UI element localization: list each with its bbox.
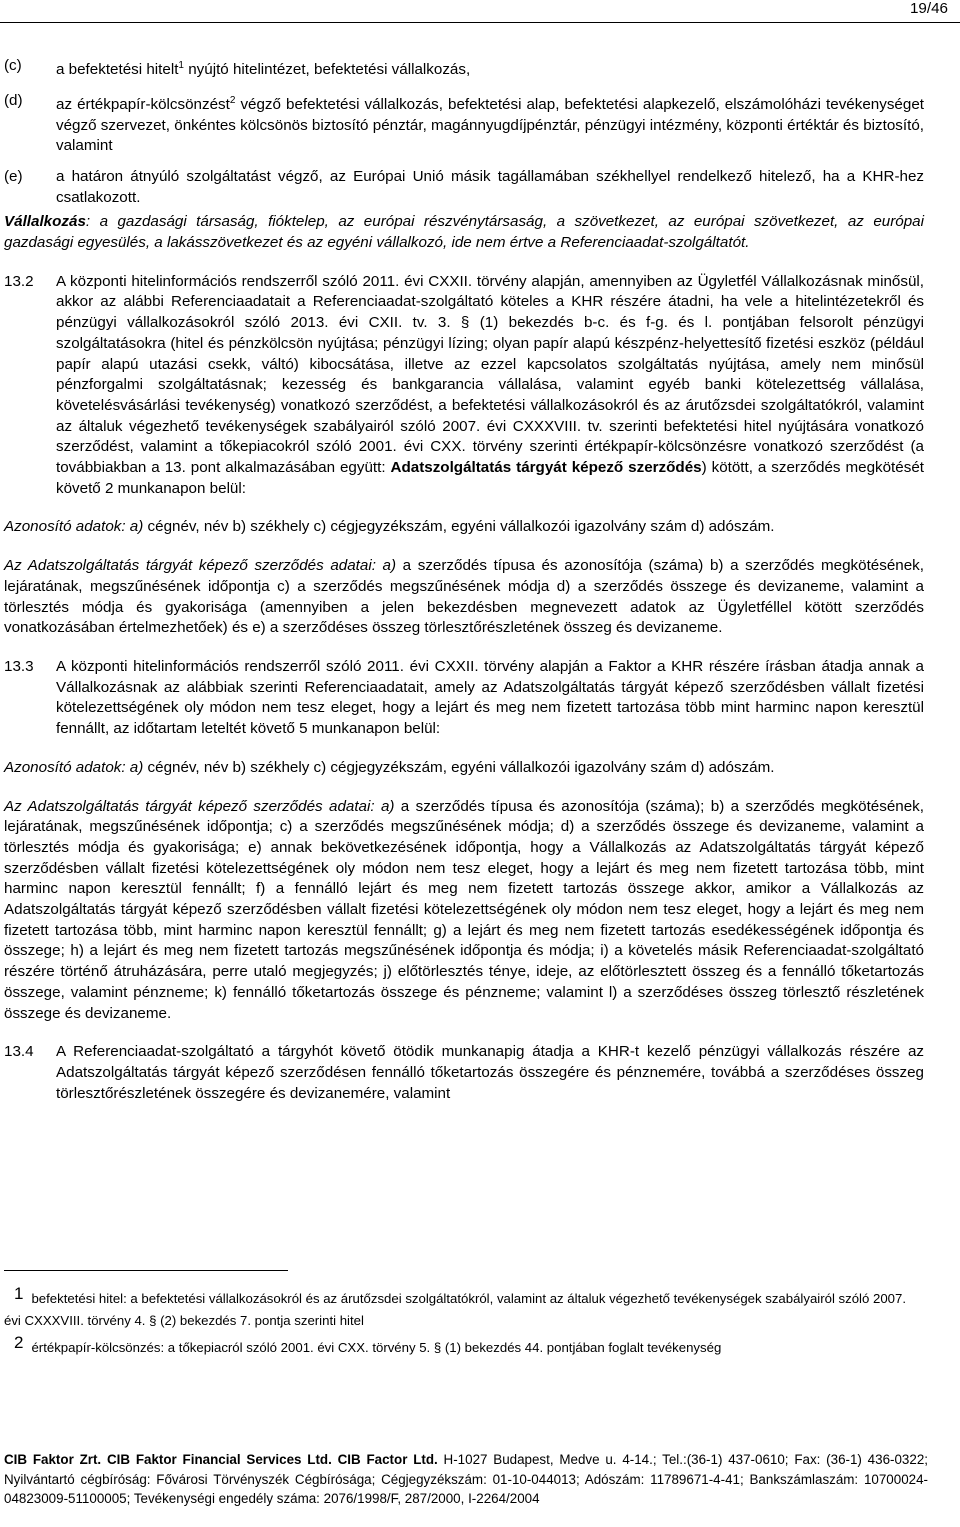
footnote-rule — [4, 1270, 288, 1271]
document-body — [4, 56, 924, 1104]
contract-label: Az Adatszolgáltatás tárgyát képező szerződés adatai: a) — [4, 557, 397, 575]
list-label: (c) — [4, 57, 22, 74]
page-number: 19/46 — [909, 0, 948, 17]
page-footer — [4, 1450, 928, 1509]
contract-text: a szerződés típusa és azonosítója (száma) b) a szerződés megkötésének, lejáratának, megszűnésének időpontja c) a szerződés megszűnésének módja d) a szerződés összege és devizaneme, valamint a törlesztés módja és gyakorisága (amennyiben a jelen bekezdésben megnevezett adatok az Ügyletféllel kötött szerződés vonatkozásában értelmezhetőek) és e) a szerződéses összeg törlesztőrészletének összeg és devizaneme. — [4, 557, 924, 637]
list-label: (e) — [4, 167, 23, 185]
footnotes — [4, 1283, 924, 1359]
section-text-cont: ) kötött, a szerződés megkötését követő 2 munkanapon belül: — [56, 459, 924, 497]
contract-label: Az Adatszolgáltatás tárgyát képező szerződés adatai: a) — [4, 797, 395, 815]
contract-data — [4, 797, 924, 1025]
footnote-text: befektetési hitel: a befektetési vállalkozásokról és az árutőzsdei szolgáltatókról, valamint az általuk végezhető tevékenységek szabályairól szóló 2007. évi CXXXVIII. törvény 4. § (2) bekezdés 7. pontja szerinti hitel — [4, 1291, 906, 1328]
identification-data — [4, 758, 924, 779]
list-item-d — [4, 91, 924, 157]
section-13-2 — [4, 272, 924, 500]
id-text: cégnév, név b) székhely c) cégjegyzékszám, egyéni vállalkozói igazolvány szám d) adószám. — [143, 518, 775, 536]
footnote-mark: 2 — [14, 1333, 24, 1352]
id-label: Azonosító adatok: a) — [4, 758, 144, 776]
bold-term: Adatszolgáltatás tárgyát képező szerződés — [390, 459, 702, 477]
list-text: a határon átnyúló szolgáltatást végző, az Európai Unió másik tagállamában székhellyel rendelkező hitelező, ha a KHR-hez csatlakozott. — [56, 167, 924, 206]
definition-term: Vállalkozás — [4, 213, 86, 231]
list-label: (d) — [4, 91, 23, 109]
footnote-text: értékpapír-kölcsönzés: a tőkepiacról szóló 2001. évi CXX. törvény 5. § (1) bekezdés 44. pontjában foglalt tevékenység — [31, 1340, 722, 1355]
footnote-ref-1: 1 — [178, 60, 184, 71]
contract-data — [4, 556, 924, 639]
section-number: 13.2 — [4, 272, 34, 290]
section-number: 13.3 — [4, 658, 34, 675]
id-label: Azonosító adatok: a) — [4, 518, 144, 536]
definition-paragraph — [4, 212, 924, 253]
footnote-2 — [4, 1332, 924, 1359]
header-rule — [0, 22, 960, 23]
list-text: az értékpapír-kölcsönzést — [56, 95, 230, 113]
list-item-e — [4, 167, 924, 208]
section-text: A központi hitelinformációs rendszerről szóló 2011. évi CXXII. törvény alapján a Faktor a KHR részére írásban átadja annak a Vállalkozásnak az alábbiak szerinti Referenciaadatait, amely az Adatszolgáltatás tárgyát képező szerződésben vállalt fizetési kötelezettségének oly módon nem tesz eleget, hogy a lejárt és meg nem fizetett tartozása több mint harminc napon keresztül fennállt, az időtartam leteltét követő 5 munkanapon belül: — [56, 658, 924, 738]
section-number: 13.4 — [4, 1043, 34, 1061]
section-text: A Referenciaadat-szolgáltató a tárgyhót követő ötödik munkanapig átadja a KHR-t kezelő pénzügyi vállalkozás részére az Adatszolgáltatás tárgyát képező szerződésen fennálló tőketartozás összegére és pénznemére, továbbá a szerződéses összeg törlesztőrészletének összegére és devizanemére, valamint — [56, 1043, 924, 1102]
list-item-c — [4, 56, 924, 81]
footer-company: CIB Faktor Zrt. CIB Faktor Financial Services Ltd. CIB Factor Ltd. — [4, 1452, 438, 1467]
list-text: a befektetési hitelt — [56, 61, 179, 79]
section-13-3 — [4, 657, 924, 740]
list-text-cont: végző befektetési vállalkozás, befektetési alap, befektetési alapkezelő, elszámolóházi tevékenységet végző szervezet, önkéntes kölcsönös biztosító pénztár, magánnyugdíjpénztár, pénzügyi intézmény, központi értéktár és biztosító, valamint — [56, 95, 924, 155]
footnote-ref-2: 2 — [229, 94, 236, 106]
definition-text: : a gazdasági társaság, fióktelep, az európai részvénytársaság, a szövetkezet, az európai szövetkezet, az európai gazdasági egyesülés, a lakásszövetkezet és az egyéni vállalkozó, ide nem értve a Referenciaadat-szolgáltatót. — [4, 213, 924, 252]
footnote-1 — [4, 1283, 924, 1332]
footer-details: H-1027 Budapest, Medve u. 4-14.; Tel.:(36-1) 437-0610; Fax: (36-1) 436-0322; Nyilvántartó cégbíróság: Fővárosi Törvényszék Cégbírósága; Cégjegyzékszám: 01-10-044013; Adószám: 11789671-4-41; Bankszámlaszám: 10700024-04823009-51100005; Tevékenységi engedély száma: 2076/1998/F, 287/2000, I-2264/2004 — [4, 1452, 928, 1506]
identification-data — [4, 517, 924, 538]
section-13-4 — [4, 1042, 924, 1104]
section-text: A központi hitelinformációs rendszerről szóló 2011. évi CXXII. törvény alapján, amennyiben az Ügyletfél Vállalkozásnak minősül, akkor az alábbi Referenciaadatait a Referenciaadat-szolgáltató köteles a KHR részére átadni, ha vele a hitelintézetekről és pénzügyi vállalkozásokról szóló 2013. évi CXII. tv. 3. § (1) bekezdés b-c. és f-g. és l. pontjában felsorolt pénzügyi szolgáltatásokra (hitel és pénzkölcsön nyújtása; pénzügyi lízing; olyan papír alapú készpénz-helyettesítő fizetési eszköz (például papír alapú utazási csekk, váltó) kibocsátása, illetve az ezzel kapcsolatos szolgáltatás nyújtása, amely nem minősül pénzforgalmi szolgáltatásnak; kezesség és bankgarancia vállalása, valamint egyéb banki kötelezettség vállalása, követelésvásárlási tevékenység) vonatkozó szerződést, a befektetési vállalkozásokról és az árutőzsdei szolgáltatókról, valamint az általuk végezhető tevékenységek szabályairól szóló 2007. évi CXXXVIII. tv. szerinti befektetési hitel nyújtására vonatkozó szerződést, valamint a tőkepiacokról szóló 2001. évi CXX. törvény szerinti értékpapír-kölcsönzésre vonatkozó szerződést (a továbbiakban a 13. pont alkalmazásában együtt: — [56, 272, 924, 477]
footnote-mark: 1 — [14, 1284, 24, 1303]
list-text-cont: nyújtó hitelintézet, befektetési vállalkozás, — [183, 61, 471, 79]
id-text: cégnév, név b) székhely c) cégjegyzékszám, egyéni vállalkozói igazolvány szám d) adószám. — [143, 758, 775, 776]
contract-text: a szerződés típusa és azonosítója (száma); b) a szerződés megkötésének, lejáratának, megszűnésének időpontja; c) a szerződés megszűnésének módja; d) a szerződés összege és devizaneme, valamint a törlesztés módja és gyakorisága; e) annak bekövetkezésének időpontja, hogy a Vállalkozás az Adatszolgáltatás tárgyát képező szerződésben vállalt fizetési kötelezettségének oly módon nem tesz eleget, hogy a lejárt és meg nem fizetett tartozása több, mint harminc napon keresztül fennállt; f) a fennálló lejárt és meg nem fizetett tartozás összege akkor, amikor a Vállalkozás az Adatszolgáltatás tárgyát képező szerződésben vállalt fizetési kötelezettségének oly módon nem tesz eleget, hogy a lejárt és meg nem fizetett tartozása több, mint harminc napon keresztül fennállt; g) a lejárt és meg nem fizetett tartozás esedékességének időpontja és összege; h) a lejárt és meg nem fizetett tartozás megszűnésének időpontja és módja; i) a követelés másik Referenciaadat-szolgáltató részére történő átruházására, perre utaló megjegyzés; j) előtörlesztés ténye, ideje, az előtörlesztett összeg és a fennálló tőketartozás összege, valamint pénzneme; k) fennálló tőketartozás összege és pénzneme; valamint l) a szerződéses összeg törlesztő részletének összege és devizaneme. — [4, 797, 924, 1022]
